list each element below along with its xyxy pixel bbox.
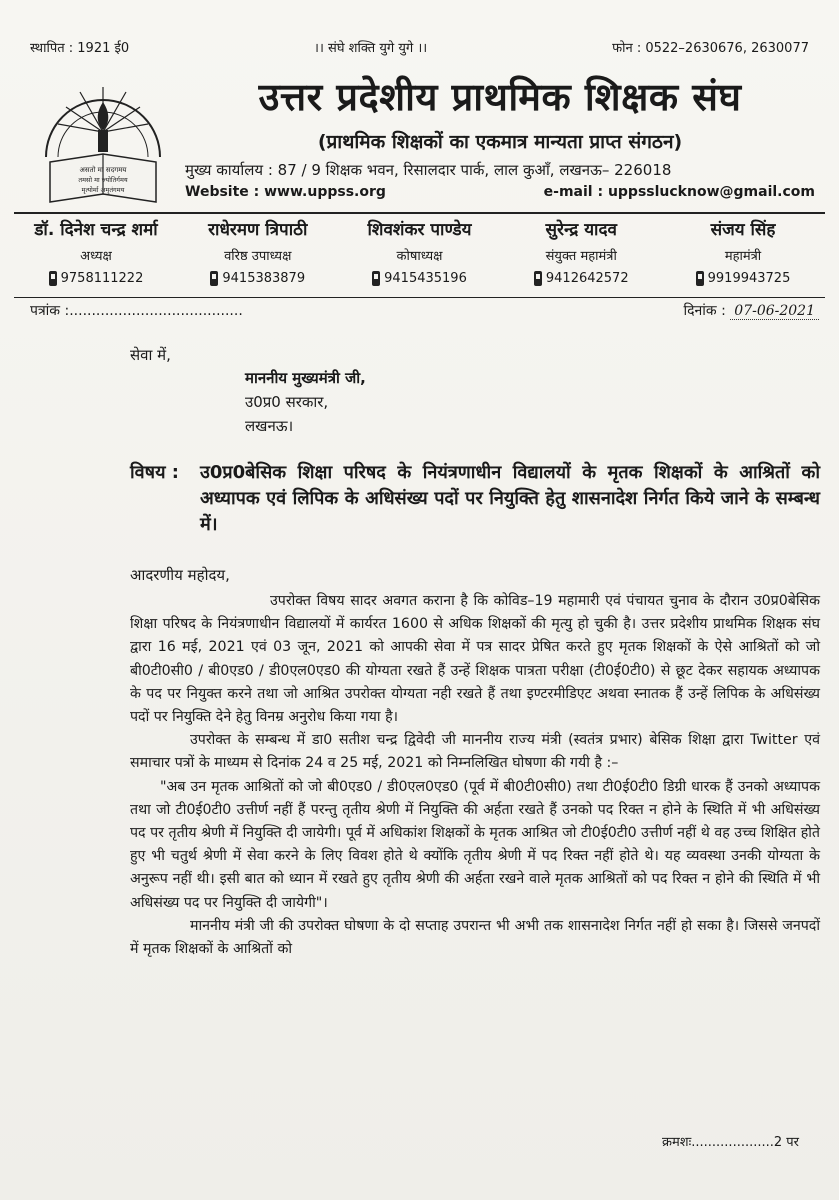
organization-tagline: (प्राथमिक शिक्षकों का एकमात्र मान्यता प्राप्त संगठन) <box>317 131 683 153</box>
organization-name: उत्तर प्रदेशीय प्राथमिक शिक्षक संघ <box>258 75 742 119</box>
officer-name: शिवशंकर पाण्डेय <box>367 220 472 240</box>
officer-post: महामंत्री <box>724 249 762 264</box>
officer-card <box>340 217 500 286</box>
organization-logo <box>28 62 178 210</box>
officers-divider <box>14 297 825 298</box>
officers-row <box>16 217 823 286</box>
officer-name: सुरेन्द्र यादव <box>545 220 617 240</box>
phone-text: फोन : 0522–2630676, 2630077 <box>612 41 809 56</box>
subject-text: उ0प्र0बेसिक शिक्षा परिषद के नियंत्रणाधीन विद्यालयों के मृतक शिक्षकों के आश्रितों को अध्यापक एवं लिपिक के अधिसंख्य पदों पर नियुक्ति हेतु शासनादेश निर्गत किये जाने के सम्बन्ध में। <box>200 462 820 535</box>
officer-phone <box>501 271 661 286</box>
website-text: Website : www.uppss.org <box>185 184 386 200</box>
mobile-phone-icon <box>696 271 704 286</box>
body-paragraph: उपरोक्त के सम्बन्ध में डा0 सतीश चन्द्र द्विवेदी जी माननीय राज्य मंत्री (स्वतंत्र प्रभार) बेसिक शिक्षा द्वारा Twitter एवं समाचार पत्रों के माध्यम से दिनांक 24 व 25 मई, 2021 को निम्नलिखित घोषणा की गयी है :– <box>130 732 820 772</box>
quoted-announcement: "अब उन मृतक आश्रितों को जो बी0एड0 / डी0एल0एड0 (पूर्व में बी0टी0सी0) तथा टी0ई0टी0 डिग्री धारक हैं उनको अध्यापक तथा जो टी0ई0टी0 उत्तीर्ण नहीं हैं परन्तु तृतीय श्रेणी में नियुक्ति की अर्हता रखते हैं उनको पद रिक्त न होने के स्थिति में भी अधिसंख्य पद पर तृतीय श्रेणी में नियुक्ति दी जायेगी। पूर्व में अधिकांश शिक्षकों के मृतक आश्रित जो टी0ई0टी0 उत्तीर्ण नहीं थे वह उच्च शिक्षित होते हुए भी चतुर्थ श्रेणी में सेवा करने के लिए विवश होते थे क्योंकि तृतीय श्रेणी में पद रिक्त नहीं होते थे। यह व्यवस्था उनकी योग्यता के अनुरूप नहीं थी। इसी बात को ध्यान में रखते हुए तृतीय श्रेणी की अर्हता रखने वाले मृतक आश्रितों को पद रिक्त न होने की स्थिति में भी अधिसंख्य पद पर नियुक्ति दी जायेगी"। <box>130 778 820 911</box>
body-paragraph: माननीय मंत्री जी की उपरोक्त घोषणा के दो सप्ताह उपरान्त भी अभी तक शासनादेश निर्गत नहीं हो सका है। जिससे जनपदों में मृतक शिक्षकों के आश्रितों को <box>130 917 820 958</box>
addressee-line-2: उ0प्र0 सरकार, <box>245 393 329 411</box>
mobile-phone-icon <box>49 271 57 286</box>
established-text: स्थापित : 1921 ई0 <box>30 41 130 56</box>
mobile-phone-icon <box>534 271 542 286</box>
subject-label: विषय : <box>130 462 179 483</box>
officer-name: डॉ. दिनेश चन्द्र शर्मा <box>34 220 158 240</box>
contact-line <box>185 184 815 200</box>
office-address: मुख्य कार्यालय : 87 / 9 शिक्षक भवन, रिसालदार पार्क, लाल कुआँ, लखनऊ– 226018 <box>185 161 672 179</box>
officer-name: संजय सिंह <box>710 220 776 240</box>
officer-post: वरिष्ठ उपाध्यक्ष <box>224 249 292 264</box>
officer-card <box>501 217 661 286</box>
officer-card <box>16 217 176 286</box>
subject-block <box>130 460 820 538</box>
officer-phone-number: 9919943725 <box>707 271 791 286</box>
officer-post: अध्यक्ष <box>80 249 112 264</box>
reference-line <box>30 301 819 320</box>
date-label: दिनांक : <box>683 303 726 319</box>
officer-post: संयुक्त महामंत्री <box>545 249 617 264</box>
continued-note: क्रमशः....................2 पर <box>662 1135 799 1150</box>
salutation: आदरणीय महोदय, <box>130 566 230 584</box>
logo-line-2: तमसो मा ज्योतिर्गमय <box>78 176 128 184</box>
officer-card <box>178 217 338 286</box>
addressee-line-1: माननीय मुख्यमंत्री जी, <box>245 369 366 387</box>
officer-name: राधेरमण त्रिपाठी <box>208 220 308 240</box>
officer-phone <box>663 271 823 286</box>
to-line: सेवा में, <box>130 346 171 364</box>
officer-phone <box>178 271 338 286</box>
email-text: e-mail : uppsslucknow@gmail.com <box>543 184 815 200</box>
body-paragraph: उपरोक्त विषय सादर अवगत कराना है कि कोविड–19 महामारी एवं पंचायत चुनाव के दौरान उ0प्र0बेसिक शिक्षा परिषद के नियंत्रणाधीन विद्यालयों में कार्यरत 1600 से अधिक शिक्षकों की मृत्यु हो चुकी है। उत्तर प्रदेशीय प्राथमिक शिक्षक संघ द्वारा 16 मई, 2021 एवं 03 जून, 2021 को आपकी सेवा में पत्र सादर प्रेषित करते हुए मृतक शिक्षकों के ऐसे आश्रितों को जो बी0टी0सी0 / बी0एड0 / डी0एल0एड0 की योग्यता रखते हैं उन्हें शिक्षक पात्रता परीक्षा (टी0ई0टी0) से छूट देकर सहायक अध्यापक के पद पर नियुक्त करने तथा जो आश्रित उपरोक्त योग्यता नही रखते हैं तथा इण्टरमीडिएट अथवा स्नातक हैं उन्हें लिपिक के अधिसंख्य पदों पर नियुक्ति देने हेतु विनम्र अनुरोध किया गया है। <box>130 593 820 726</box>
addressee-line-3: लखनऊ। <box>245 417 294 435</box>
officer-phone-number: 9758111222 <box>60 271 144 286</box>
officer-phone <box>340 271 500 286</box>
officer-post: कोषाध्यक्ष <box>396 249 443 264</box>
mobile-phone-icon <box>372 271 380 286</box>
mobile-phone-icon <box>210 271 218 286</box>
reference-number: पत्रांक :....................................... <box>30 303 243 319</box>
motto-text: ।। संघे शक्ति युगे युगे ।। <box>314 41 428 56</box>
officer-phone <box>16 271 176 286</box>
letter-body <box>130 590 820 961</box>
date-value: 07-06-2021 <box>730 303 819 320</box>
date-block <box>683 301 819 320</box>
officer-phone-number: 9415383879 <box>222 271 306 286</box>
logo-line-3: मृत्योर्मा अमृतंगमय <box>81 186 125 194</box>
officer-phone-number: 9412642572 <box>545 271 629 286</box>
logo-line-1: असतो मा सदगमय <box>79 166 127 174</box>
header-top-line <box>30 38 809 56</box>
officer-phone-number: 9415435196 <box>384 271 467 286</box>
officer-card <box>663 217 823 286</box>
header-divider <box>14 212 825 214</box>
